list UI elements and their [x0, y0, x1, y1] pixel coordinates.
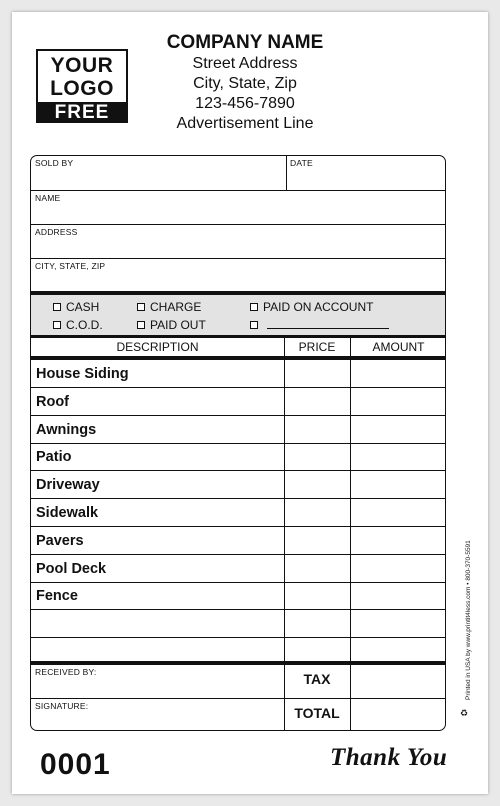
company-name: COMPANY NAME [166, 32, 324, 53]
divider [286, 156, 287, 190]
company-city: City, State, Zip [193, 75, 297, 92]
received-by-row [31, 665, 445, 699]
payment-paid-out-label: PAID OUT [150, 318, 206, 332]
received-by-label: RECEIVED BY: [35, 667, 97, 677]
table-row[interactable] [31, 582, 445, 610]
name-label: NAME [35, 193, 61, 203]
item-description: Driveway [36, 477, 100, 494]
item-description: Patio [36, 449, 72, 466]
company-ad-line: Advertisement Line [176, 115, 314, 132]
payment-cash[interactable] [53, 300, 99, 314]
item-description: Pavers [36, 532, 84, 549]
item-description: Awnings [36, 421, 97, 438]
table-row[interactable] [31, 610, 445, 638]
table-row[interactable] [31, 388, 445, 416]
company-street: Street Address [192, 55, 298, 72]
table-row[interactable] [31, 416, 445, 444]
payment-cash-label: CASH [66, 300, 100, 314]
amount-column-line [350, 338, 351, 730]
signature-label: SIGNATURE: [35, 701, 89, 711]
payment-paid-on-account-label: PAID ON ACCOUNT [263, 300, 374, 314]
item-description: House Siding [36, 366, 129, 382]
price-header: PRICE [298, 340, 336, 354]
sold-by-row [31, 156, 445, 191]
table-row[interactable] [31, 527, 445, 555]
table-row[interactable] [31, 443, 445, 471]
description-header: DESCRIPTION [116, 340, 199, 354]
amount-header: AMOUNT [372, 340, 425, 354]
payment-paid-on-account[interactable] [250, 300, 373, 314]
sales-form [30, 155, 446, 731]
item-description: Fence [36, 588, 78, 605]
table-row[interactable] [31, 555, 445, 583]
company-header [110, 32, 380, 134]
signature-row [31, 699, 445, 731]
thank-you-text: Thank You [330, 744, 448, 771]
payment-section [31, 295, 445, 335]
slip-number: 0001 [40, 748, 111, 781]
table-row[interactable] [31, 499, 445, 527]
payment-paid-out[interactable] [137, 318, 206, 332]
city-state-zip-label: CITY, STATE, ZIP [35, 261, 106, 271]
table-row[interactable] [31, 360, 445, 388]
checkbox-icon[interactable] [53, 303, 61, 311]
name-row [31, 191, 445, 225]
checkbox-icon[interactable] [137, 321, 145, 329]
recycle-icon: ♻ [459, 708, 469, 718]
table-row[interactable] [31, 471, 445, 499]
payment-cod[interactable] [53, 318, 103, 332]
tax-label: TAX [303, 671, 331, 687]
payment-other[interactable] [250, 318, 389, 332]
logo-line-1: YOUR [50, 54, 114, 77]
logo-line-3: FREE [36, 102, 128, 123]
item-description: Sidewalk [36, 505, 99, 521]
checkbox-icon[interactable] [53, 321, 61, 329]
item-description: Roof [36, 393, 70, 410]
date-label: DATE [290, 158, 313, 168]
logo-line-2: LOGO [50, 77, 114, 100]
printer-credit: Printed in USA by www.printit4less.com • 800-370-5591 [465, 540, 472, 700]
payment-charge[interactable] [137, 300, 201, 314]
city-row [31, 259, 445, 293]
company-phone: 123-456-7890 [195, 95, 295, 112]
checkbox-icon[interactable] [250, 321, 258, 329]
checkbox-icon[interactable] [137, 303, 145, 311]
price-column-line [284, 338, 285, 730]
other-blank-line[interactable] [267, 320, 389, 329]
address-row [31, 225, 445, 259]
payment-charge-label: CHARGE [150, 300, 202, 314]
item-description: Pool Deck [36, 560, 107, 577]
payment-cod-label: C.O.D. [66, 318, 103, 332]
checkbox-icon[interactable] [250, 303, 258, 311]
total-label: TOTAL [294, 705, 340, 721]
sold-by-label: SOLD BY [35, 158, 74, 168]
address-label: ADDRESS [35, 227, 78, 237]
